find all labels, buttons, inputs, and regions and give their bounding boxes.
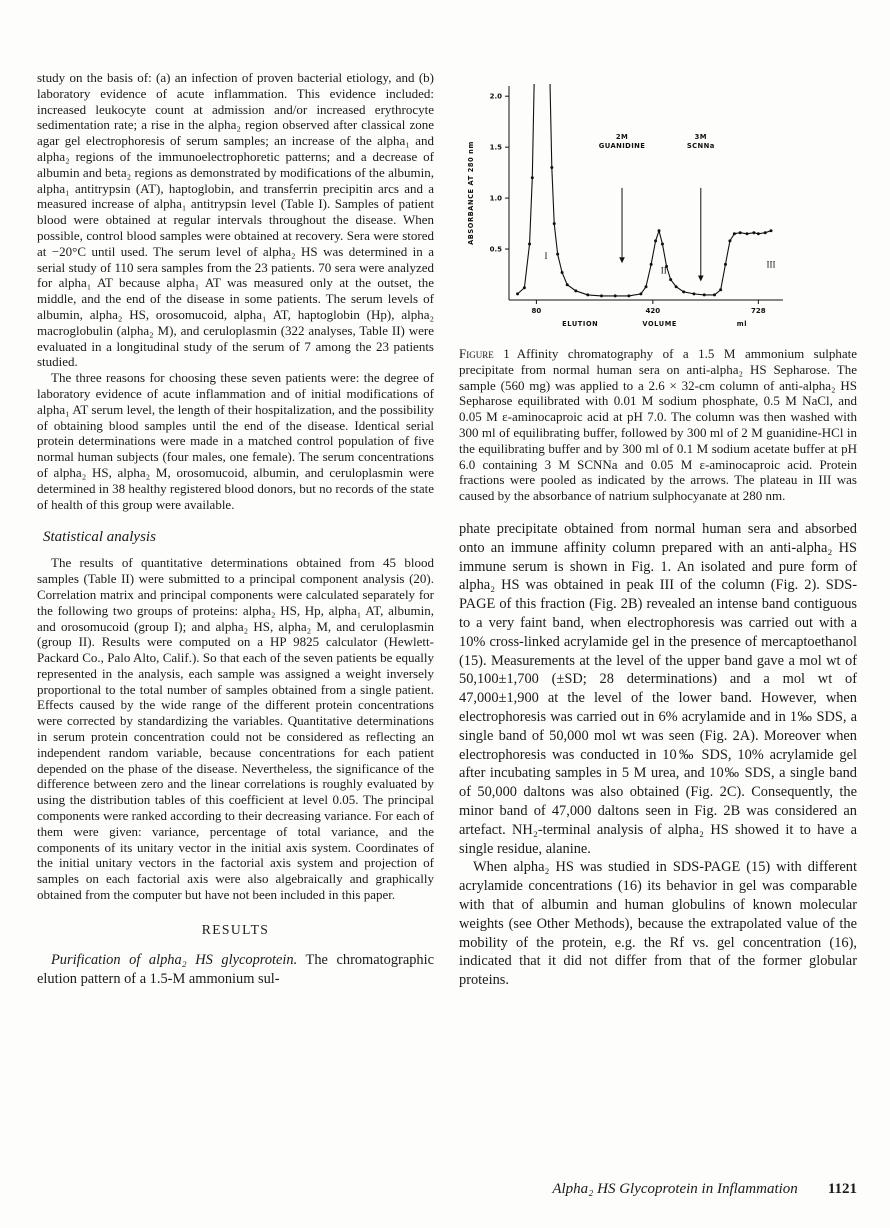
figure-1-chart (463, 78, 799, 336)
figure-caption-label: Figure 1 (459, 346, 510, 361)
svg-text:0.5: 0.5 (489, 245, 502, 254)
left-column (37, 70, 434, 988)
figure-1-caption (459, 346, 857, 504)
svg-text:1.0: 1.0 (489, 194, 502, 203)
results-lead-text: The chromatographic elution pattern of a 1.5-M ammonium sul- (37, 951, 434, 987)
svg-text:3M: 3M (694, 132, 707, 141)
svg-text:I: I (544, 251, 548, 262)
svg-text:SCNNa: SCNNa (686, 141, 715, 150)
page-footer (552, 1181, 857, 1198)
results-body-paragraph-1: phate precipitate obtained from normal human sera and absorbed onto an immune affinity column prepared with an anti-alpha₂ HS immune serum is shown in Fig. 1. An isolated and pure form of alpha₂ HS was obtained in peak III of the column (Fig. 2). SDS-PAGE of this fraction (Fig. 2B) revealed an intense band contiguous to a very faint band, when electrophoresis was carried out with a 10% cross-linked acrylamide gel in the presence of mercaptoethanol (15). Measurements at the level of the upper band gave a mol wt of 50,100±1,700 (±SD; 28 determinations) and a mol wt of 47,000±1,900 at the level of the lower band. However, when electrophoresis was carried out in 6% acrylamide and in 1‰ SDS, a single band of 50,000 mol wt was seen (Fig. 2A). Moreover when electrophoresis was conducted in 10‰ SDS, 10% acrylamide gel after incubating samples in 5 M urea, and 10‰ SDS, a single band of 50,000 daltons was also obtained (Fig. 2C). Consequently, the minor band of 47,000 daltons seen in Fig. 2B was considered an artefact. NH₂-terminal analysis of alpha₂ HS showed it to have a single residue, alanine. (459, 520, 857, 857)
running-title: Alpha₂ HS Glycoprotein in Inflammation (552, 1181, 798, 1197)
svg-text:VOLUME: VOLUME (642, 320, 677, 328)
figure-1 (463, 78, 857, 336)
figure-caption-text: Affinity chromatography of a 1.5 M ammonium sulphate precipitate from normal human sera on anti-alpha₂ HS Sepharose. The sample (560 mg) was applied to a 2.6 × 32-cm column of anti-alpha₂ HS Sepharose equilibrated with 0.01 M sodium phosphate, 0.5 M NaCl, and 0.05 M ε-aminocaproic acid at pH 7.0. The column was then washed with 300 ml of equilibrating buffer, followed by 300 ml of 2 M guanidine-HCl in the equilibrating buffer and by 300 ml of 0.1 M sodium acetate buffer at pH 6.0 containing 3 M SCNNa and 0.05 M ε-aminocaproic acid. Protein fractions were pooled as indicated by the arrows. The plateau in III was caused by the absorbance of natrium sulphocyanate at 280 nm. (459, 346, 857, 504)
svg-text:2.0: 2.0 (489, 92, 502, 101)
svg-text:728: 728 (751, 307, 766, 315)
statistical-analysis-heading: Statistical analysis (43, 529, 156, 546)
right-column (459, 70, 857, 990)
statistical-analysis-paragraph: The results of quantitative determinations obtained from 45 blood samples (Table II) were submitted to a principal component analysis (20). Correlation matrix and principal components were calculated separately for the following two groups of proteins: alpha₂ HS, Hp, alpha₁ AT, albumin, and orosomucoid (group I); and alpha₂ HS, alpha₂ M, and ceruloplasmin (group II). Results were computed on a HP 9825 calculator (Hewlett-Packard Co., Palo Alto, Calif.). So that each of the seven patients be equally represented in the analysis, each sample was assigned a weight inversely proportional to the total number of samples obtained from a single patient. Effects caused by the wide range of the different protein concentrations were corrected by standardizing the variables. Quantitative determinations in serum protein concentration could not be considered as reflecting an independent random variable, because concentrations for each patient depended on the phase of the disease. Nevertheless, the significance of the difference between zero and the linear correlations is roughly evaluated by using the distribution tables of this coefficient at level 0.05. The principal components were ranked according to their decreasing variance. For each of them were given: variance, percentage of total variance, and the components of its unitary vector in the initial axis system. Coordinates of the initial unitary vectors in the factorial axis system and projection of samples on each factorial axis were also algebraically and graphically obtained from the computer but have not been included in this paper. (37, 555, 434, 903)
methods-paragraph-2: The three reasons for choosing these seven patients were: the degree of laboratory evidence of acute inflammation and of initial modifications of alpha₁ AT serum level, the length of their hospitalization, and the possibility of obtaining blood samples until the end of the disease. Identical serial protein determinations were made in a matched control population of five normal human subjects (four males, one female). The serum concentrations of alpha₂ HS, alpha₂ M, orosomucoid, albumin, and ceruloplasmin were determined in 38 healthy registered blood donors, but no records of the state of health of this group were available. (37, 370, 434, 512)
svg-text:2M: 2M (615, 132, 629, 141)
svg-text:III: III (766, 259, 776, 270)
results-body-paragraph-2: When alpha₂ HS was studied in SDS-PAGE (15) with different acrylamide concentrations (16) its behavior in gel was comparable with that of albumin and human globulins of known molecular weights (see Other Methods), because the extrapolated value of the mobility of the protein, e.g. the Rf vs. gel concentration (16), indicated that it did not differ from that of the former globular proteins. (459, 859, 857, 989)
results-first-paragraph (37, 951, 434, 989)
page-number: 1121 (827, 1181, 857, 1197)
svg-text:80: 80 (531, 307, 542, 315)
methods-paragraph-1: study on the basis of: (a) an infection of proven bacterial etiology, and (b) laboratory evidence of acute inflammation. This evidence included: increased leukocyte count at admission and/or increased erythrocyte sedimentation rate; a rise in the alpha₂ region observed after classical zone agar gel electrophoresis of serum samples; an increase of the alpha₁ and alpha₂ regions of the immunoelectrophoretic patterns; and a decrease of albumin and beta₂ regions as demonstrated by modifications of the albumin, alpha₁ antitrypsin (AT), haptoglobin, and transferrin precipitin arcs and a measured increase of alpha₁ antitrypsin level (Table I). Samples of patient blood were obtained at regular intervals throughout the disease. When possible, control blood samples were obtained at recovery. Sera were stored at −20°C until used. The serum level of alpha₂ HS was determined in a serial study of 110 sera samples from the 23 patients. 70 sera were analyzed for alpha₁ AT because alpha₁ AT was measured only at the outset, the middle, and the end of the disease in some patients. The serum levels of albumin, alpha₂ HS, orosomucoid, alpha₁ AT, haptoglobin (Hp), alpha₂ macroglobulin (alpha₂ M), and ceruloplasmin (322 analyses, Table II) were evaluated in a longitudinal study of the serum of 7 among the 23 patients studied. (37, 70, 434, 370)
svg-text:ABSORBANCE AT 280 nm: ABSORBANCE AT 280 nm (467, 141, 475, 245)
svg-text:1.5: 1.5 (489, 143, 502, 152)
svg-text:GUANIDINE: GUANIDINE (598, 141, 646, 150)
svg-text:II: II (660, 265, 667, 276)
svg-text:ELUTION: ELUTION (562, 320, 599, 328)
results-run-in-heading: Purification of alpha₂ HS glycoprotein. (51, 951, 298, 968)
svg-text:420: 420 (645, 307, 661, 315)
results-heading: RESULTS (201, 921, 270, 937)
svg-text:ml: ml (736, 320, 748, 328)
